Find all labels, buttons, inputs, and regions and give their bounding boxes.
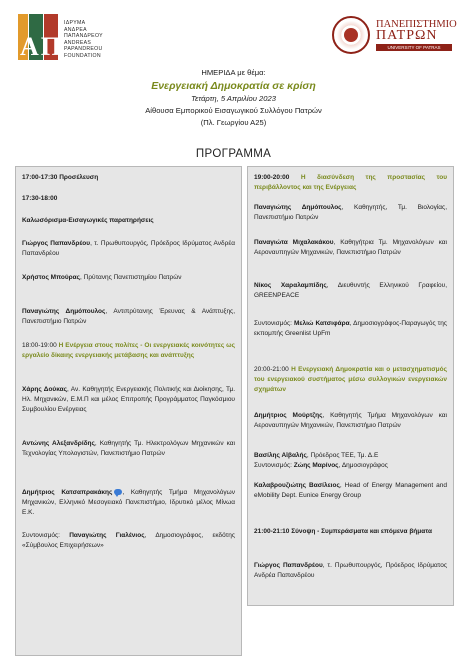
welcome-entry: Καλωσόρισμα-Εισαγωγικές παρατηρήσεις [22, 217, 154, 224]
speaker-charalambidis: Νίκος Χαραλαμπίδης, Διευθυντής Ελληνικού Γραφείου, GREENPEACE [254, 282, 448, 299]
summary-entry: 21:00-21:10 Σύνοψη - Συμπεράσματα και επόμενα βήματα [254, 528, 432, 535]
speaker-alexandridis: Αντώνης Αλεξανδρίδης, Καθηγητής Τμ. Ηλεκτρολόγων Μηχανικών και Τεχνολογίας Υπολογιστών, Πανεπιστήμιο Πατρών [22, 440, 235, 457]
event-title: Ενεργειακή Δημοκρατία σε κρίση [151, 80, 316, 92]
foundation-name: ΙΔΡΥΜΑ ΑΝΔΡΕΑ ΠΑΠΑΝΔΡΕΟΥ ANDREAS PAPANDREOU FOUNDATION [64, 20, 103, 59]
speaker-dimopoulos-biology: Παναγιώτης Δημόπουλος, Καθηγητής, Τμ. Βιολογίας, Πανεπιστήμιο Πατρών [254, 204, 448, 221]
speaker-doukas: Χάρης Δούκας, Αν. Καθηγητής Ενεργειακής Πολιτικής και Διοίκησης, Τμ. Ηλ. Μηχανικών, Ε.Μ.Π και μέλος Επιτροπής Προγράμματος Παγκόσμιου Συμβουλίου Ενέργειας [22, 386, 236, 413]
event-date: Τετάρτη, 5 Απριλίου 2023 [191, 94, 276, 103]
university-of-patras-logo [332, 16, 457, 56]
programme-left-column [15, 166, 242, 656]
event-venue: Αίθουσα Εμπορικού Εισαγωγικού Συλλόγου Πατρών [145, 106, 322, 115]
programme-right-column [247, 166, 454, 606]
event-intro: ΗΜΕΡΙΔΑ με θέμα: [201, 68, 266, 77]
arrival-entry: 17:00-17:30 Προσέλευση [22, 174, 99, 181]
andreas-papandreou-foundation-logo [18, 14, 168, 60]
session-3-heading: 19:00-20:00 Η διασύνδεση της προστασίας του περιβάλλοντος και της Ενέργειας [254, 174, 447, 191]
speaker-kalavrouziotis: Καλαβρουζιώτης Βασίλειος, Head of Energy Management and eMobility Dept. Eunice Energy Group [254, 482, 447, 499]
university-seal-icon [332, 16, 370, 54]
speaker-papandreou-closing: Γιώργος Παπανδρέου, τ. Πρωθυπουργός, Πρόεδρος Ιδρύματος Ανδρέα Παπανδρέου [254, 562, 447, 579]
speaker-papandreou: Γιώργος Παπανδρέου, τ. Πρωθυπουργός, Πρόεδρος Ιδρύματος Ανδρέα Παπανδρέου [22, 240, 235, 257]
university-name: ΠΑΝΕΠΙΣΤΗΜΙΟ ΠΑΤΡΩΝ [376, 19, 457, 43]
event-address: (Πλ. Γεωργίου Α25) [200, 118, 267, 127]
session-4-moderator: Συντονισμός: Ζώης Μαρίνος, Δημοσιογράφος [254, 462, 388, 469]
foundation-monogram: ΑΠ [18, 14, 58, 60]
session-2-moderator: Συντονισμός: Παναγιώτης Γιαλένιος, Δημοσιογράφος, εκδότης «Σύμβουλος Επιχειρήσεων» [22, 532, 235, 549]
programme-heading: ΠΡΟΓΡΑΜΜΑ [195, 148, 272, 160]
university-subtitle: UNIVERSITY OF PATRAS [376, 44, 452, 51]
session-3-moderator: Συντονισμός: Μελιώ Κατσιφάρα, Δημοσιογράφος-Παραγωγός της εκπομπής Greenlist UpFm [254, 320, 447, 337]
speaker-katsaprakakis: Δημήτριος Κατσαπρακάκης , Καθηγητής Τμήμα Μηχανολόγων Μηχανικών, Ελληνικό Μεσογειακό Πανεπιστήμιο, Ιδρυτικό μέλος Μίνωα Ε.Κ. [22, 489, 235, 516]
session-1-time: 17:30-18:00 [22, 195, 58, 202]
header [0, 0, 467, 70]
speaker-bouras: Χρήστος Μπούρας, Πρύτανης Πανεπιστημίου Πατρών [22, 274, 182, 281]
speaker-mourtzis: Δημήτριος Μούρτζης, Καθηγητής Τμήμα Μηχανολόγων και Αεροναυπηγών Μηχανικών, Πανεπιστήμιο Πατρών [254, 412, 447, 429]
event-title-block [0, 67, 467, 129]
session-2-heading: 18:00-19:00 Η Ενέργεια στους πολίτες - Οι ενεργειακές κοινότητες ως εργαλείο δίκαιης ενεργειακής μετάβασης και ανάπτυξης [22, 342, 235, 359]
speaker-dimopoulos: Παναγιώτης Δημόπουλος, Αντιπρύτανης Έρευνας & Ανάπτυξης, Πανεπιστήμιο Πατρών [22, 308, 235, 325]
session-4-heading: 20:00-21:00 Η Ενεργειακή Δημοκρατία και ο μετασχηματισμός του ενεργειακού συστήματος μέσω συλλογικών ενεργειακών σχημάτων [254, 366, 447, 393]
speaker-aivalis: Βασίλης Αϊβαλής, Πρόεδρος ΤΕΕ, Τμ. Δ.Ε Συντονισμός: Ζώης Μαρίνος, Δημοσιογράφος [254, 451, 447, 471]
speaker-michalakakou: Παναγιώτα Μιχαλακάκου, Καθηγήτρια Τμ. Μηχανολόγων και Αεροναυπηγών Μηχανικών, Πανεπιστήμιο Πατρών [254, 239, 448, 256]
